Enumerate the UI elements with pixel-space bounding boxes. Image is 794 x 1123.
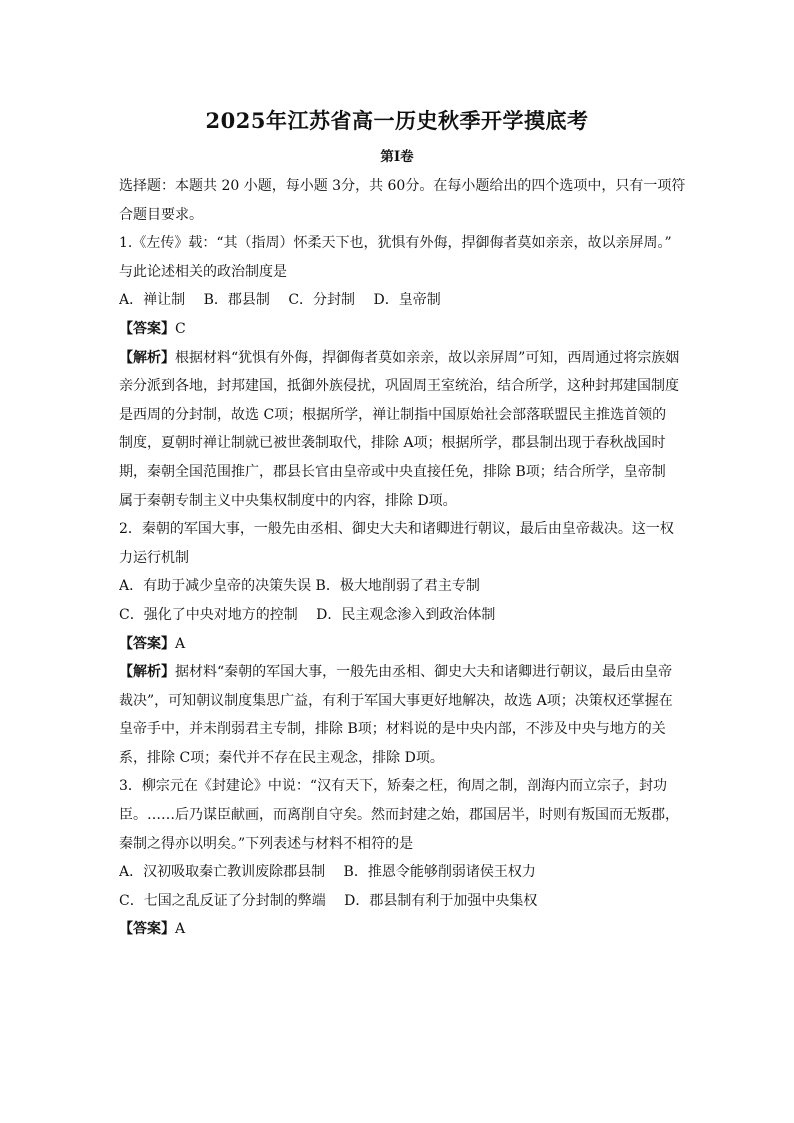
question-stem: 秦制之得亦以明矣。”下列表述与材料不相符的是 (119, 835, 414, 852)
question-stem: 力运行机制 (119, 549, 189, 566)
analysis-line: 裁决”，可知朝议制度集思广益，有利于军国大事更好地解决，故选 A项；决策权还掌握在 (119, 692, 673, 709)
document-body (119, 172, 685, 944)
answer-line (119, 630, 685, 659)
analysis-line: 属于秦朝专制主义中央集权制度中的内容，排除 D项。 (119, 492, 457, 509)
question-options: A．有助于减少皇帝的决策失误 B．极大地削弱了君主专制 (119, 578, 480, 595)
instructions-line: 选择题：本题共 20 小题，每小题 3分，共 60分。在每小题给出的四个选项中，只有一项符 (119, 178, 685, 194)
option-b: B．郡县制 (203, 292, 270, 309)
analysis-text: 据材料“秦朝的军国大事，一般先由丞相、御史大夫和诸卿进行朝议，最后由皇帝 (175, 664, 673, 681)
answer-line (119, 915, 685, 944)
page-title: 2025年江苏省高一历史秋季开学摸底考 (205, 108, 589, 133)
question-stem: 臣。……后乃谋臣献画，而离削自守矣。然而封建之始，郡国居半，时则有叛国而无叛郡， (119, 807, 679, 824)
option-a: A．禅让制 (119, 292, 186, 309)
analysis-line: 期，秦朝全国范围推广，郡县长官由皇帝或中央直接任免，排除 B项；结合所学，皇帝制 (119, 463, 666, 480)
answer-value: C (175, 320, 186, 337)
question-options: A．汉初吸取秦亡教训废除郡县制 B．推恩令能够削弱诸侯王权力 (119, 864, 536, 881)
question-stem: 3．柳宗元在《封建论》中说：“汉有天下，矫秦之枉，徇周之制，剖海内而立宗子，封功 (119, 778, 668, 795)
question-stem: 与此论述相关的政治制度是 (119, 263, 287, 280)
answer-line (119, 315, 685, 344)
analysis-line: 亲分派到各地，封邦建国，抵御外族侵扰，巩固周王室统治，结合所学，这种封邦建国制度 (119, 378, 679, 395)
question-stem: 2．秦朝的军国大事，一般先由丞相、御史大夫和诸卿进行朝议，最后由皇帝裁决。这一权 (119, 521, 674, 538)
analysis-line: 系，排除 C项；秦代并不存在民主观念，排除 D项。 (119, 749, 444, 766)
analysis-line: 是西周的分封制，故选 C项；根据所学，禅让制指中国原始社会部落联盟民主推选首领的 (119, 406, 667, 423)
question-options (119, 286, 685, 315)
answer-value: A (175, 635, 186, 652)
analysis-text: 根据材料“犹惧有外侮，捍御侮者莫如亲亲，故以亲屏周”可知，西周通过将宗族姻 (175, 349, 680, 366)
analysis-line: 制度，夏朝时禅让制就已被世袭制取代，排除 A项；根据所学，郡县制出现于春秋战国时 (119, 435, 666, 452)
analysis-line (119, 344, 685, 373)
option-d: D．皇帝制 (373, 292, 441, 309)
answer-value: A (175, 921, 186, 938)
option-c: C．分封制 (288, 292, 356, 309)
analysis-line: 皇帝手中，并未削弱君主专制，排除 B项；材料说的是中央内部，不涉及中央与地方的关 (119, 721, 666, 738)
instructions-line: 合题目要求。 (119, 206, 203, 223)
analysis-label: 【解析】 (119, 349, 175, 366)
question-options: C．七国之乱反证了分封制的弊端 D．郡县制有利于加强中央集权 (119, 892, 538, 909)
question-stem: 1.《左传》载：“其（指周）怀柔天下也，犹惧有外侮，捍御侮者莫如亲亲，故以亲屏周。” (119, 235, 672, 252)
answer-label: 【答案】 (119, 635, 175, 652)
analysis-line (119, 658, 685, 687)
question-options: C．强化了中央对地方的控制 D．民主观念渗入到政治体制 (119, 606, 496, 623)
answer-label: 【答案】 (119, 921, 175, 938)
answer-label: 【答案】 (119, 320, 175, 337)
analysis-label: 【解析】 (119, 664, 175, 681)
volume-heading: 第Ⅰ卷 (380, 149, 414, 165)
